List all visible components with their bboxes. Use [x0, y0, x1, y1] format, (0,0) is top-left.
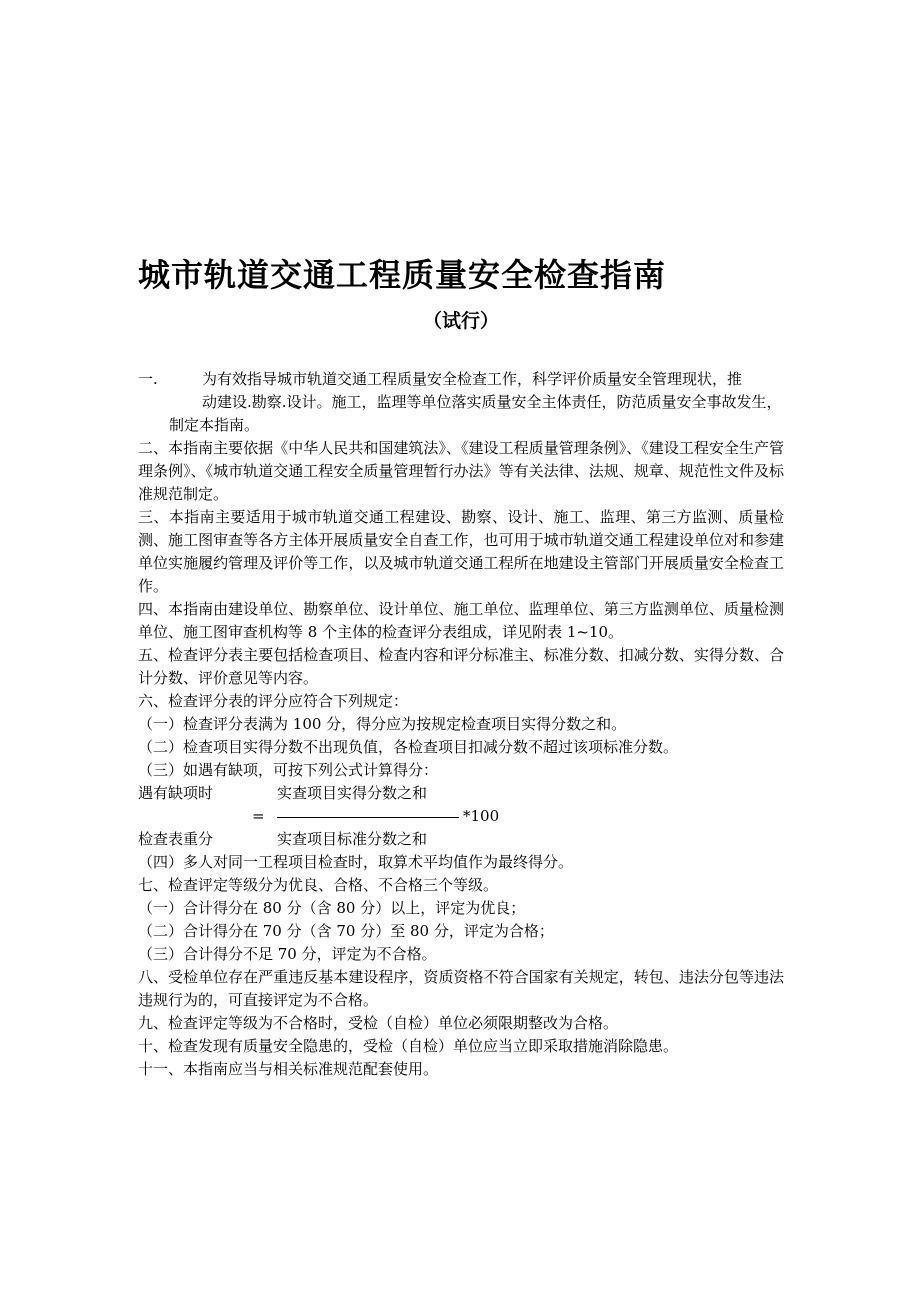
paragraph: 二、本指南主要依据《中华人民共和国建筑法》、《建设工程质量管理条例》、《建设工程安全生产管理条例》、《城市轨道交通工程安全质量管理暂行办法》等有关法律、法规、规章、规范性文件及标准规范制定。 [138, 439, 784, 503]
paragraph: 十、检查发现有质量安全隐患的，受检（自检）单位应当立即采取措施消除隐患。 [138, 1037, 679, 1055]
document-title: 城市轨道交通工程质量安全检查指南 [138, 256, 667, 294]
item-1-line: 为有效指导城市轨道交通工程质量安全检查工作，科学评价质量安全管理现状，推 [202, 370, 743, 388]
formula-denominator: 实查项目标准分数之和 [277, 830, 428, 848]
formula-multiplier: *100 [463, 807, 500, 825]
paragraph: （二）合计得分在 70 分（含 70 分）至 80 分，评定为合格； [138, 922, 554, 940]
paragraph: 七、检查评定等级分为优良、合格、不合格三个等级。 [138, 876, 499, 894]
formula-left-bottom: 检查表重分 [138, 830, 214, 848]
item-1-line: 动建设.勘察.设计。施工，监理等单位落实质量安全主体责任，防范质量安全事故发生， [202, 393, 782, 411]
formula-left-top: 遇有缺项时 [138, 784, 214, 802]
document-subtitle: （试行） [422, 310, 499, 332]
paragraph: 九、检查评定等级为不合格时，受检（自检）单位必须限期整改为合格。 [138, 1014, 619, 1032]
paragraph: （二）检查项目实得分数不出现负值，各检查项目扣减分数不超过该项标准分数。 [138, 738, 679, 756]
paragraph: 三、本指南主要适用于城市轨道交通工程建设、勘察、设计、施工、监理、第三方监测、质量检测、施工图审查等各方主体开展质量安全自查工作，也可用于城市轨道交通工程建设单位对和参建单位实施履约管理及评价等工作，以及城市轨道交通工程所在地建设主管部门开展质量安全检查工作。 [138, 508, 784, 595]
paragraph: 十一、本指南应当与相关标准规范配套使用。 [138, 1060, 439, 1078]
paragraph: （三）如遇有缺项，可按下列公式计算得分： [138, 761, 439, 779]
formula-equals: = [252, 807, 265, 825]
paragraph: （三）合计得分不足 70 分，评定为不合格。 [138, 945, 437, 963]
formula-numerator: 实查项目实得分数之和 [277, 784, 428, 802]
paragraph: （一）合计得分在 80 分（含 80 分）以上，评定为优良； [138, 899, 526, 917]
score-formula [138, 782, 784, 851]
paragraph: （四）多人对同一工程项目检查时，取算术平均值作为最终得分。 [138, 853, 574, 871]
item-number: 一. [138, 370, 158, 388]
document-body [138, 368, 784, 1081]
fraction-line [277, 817, 459, 818]
paragraph: 八、受检单位存在严重违反基本建设程序，资质资格不符合国家有关规定，转包、违法分包等违法违规行为的，可直接评定为不合格。 [138, 968, 784, 1009]
paragraph: 四、本指南由建设单位、勘察单位、设计单位、施工单位、监理单位、第三方监测单位、质量检测单位、施工图审查机构等 8 个主体的检查评分表组成，详见附表 1~10。 [138, 600, 784, 641]
paragraph: 六、检查评分表的评分应符合下列规定： [138, 692, 409, 710]
paragraph-item-1 [138, 368, 784, 437]
item-1-line: 制定本指南。 [169, 416, 260, 434]
paragraph: （一）检查评分表满为 100 分，得分应为按规定检查项目实得分数之和。 [138, 715, 627, 733]
paragraph: 五、检查评分表主要包括检查项目、检查内容和评分标准主、标准分数、扣减分数、实得分数、合计分数、评价意见等内容。 [138, 646, 784, 687]
